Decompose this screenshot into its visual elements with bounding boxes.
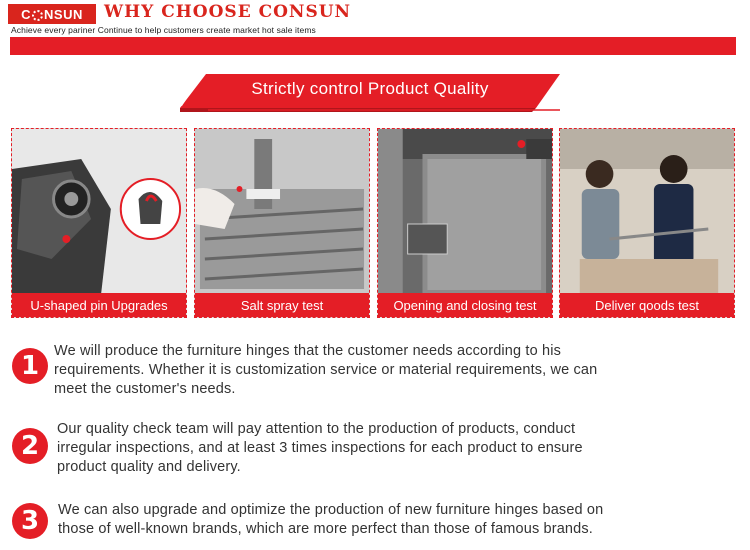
point-line: product quality and delivery. — [57, 459, 241, 475]
test-card-u-pin — [11, 128, 187, 318]
point-line: irregular inspections, and at least 3 times inspections for each product to ensure — [57, 440, 583, 456]
number-badge-2: 2 — [12, 428, 48, 464]
test-gallery — [11, 128, 739, 318]
point-line: We can also upgrade and optimize the production of new furniture hinges based on — [58, 502, 604, 518]
point-line: We will produce the furniture hinges that the customer needs according to his — [54, 343, 561, 359]
point-line: meet the customer's needs. — [54, 381, 236, 397]
point-line: those of well-known brands, which are more perfect than those of famous brands. — [58, 521, 593, 537]
number-badge-3: 3 — [12, 503, 48, 539]
test-card-delivery — [559, 128, 735, 318]
test-label: Salt spray test — [195, 293, 369, 317]
page-title: WHY CHOOSE CONSUN — [104, 2, 352, 22]
consun-logo — [8, 4, 96, 24]
test-label: U-shaped pin Upgrades — [12, 293, 186, 317]
gear-icon — [32, 10, 43, 21]
quality-banner — [180, 72, 560, 112]
banner-title: Strictly control Product Quality — [251, 79, 489, 98]
page-subtitle: Achieve every pariner Continue to help customers create market hot sale items — [11, 25, 316, 35]
point-text-1 — [54, 342, 597, 399]
delivery-test-photo — [560, 129, 734, 295]
point-line: requirements. Whether it is customization service or material requirements, we can — [54, 362, 598, 378]
point-line: Our quality check team will pay attention to the production of products, conduct — [57, 421, 576, 437]
point-text-2 — [57, 420, 583, 477]
header-divider-bar — [10, 37, 736, 55]
logo-text-right: NSUN — [44, 6, 83, 22]
test-label: Opening and closing test — [378, 293, 552, 317]
opening-closing-photo — [378, 129, 552, 295]
test-card-salt-spray — [194, 128, 370, 318]
test-card-opening-closing — [377, 128, 553, 318]
logo-text-left: C — [21, 6, 32, 22]
salt-spray-photo — [195, 129, 369, 295]
point-text-3 — [58, 501, 603, 539]
number-badge-1: 1 — [12, 348, 48, 384]
test-label: Deliver qoods test — [560, 293, 734, 317]
hinge-pin-photo — [12, 129, 186, 295]
